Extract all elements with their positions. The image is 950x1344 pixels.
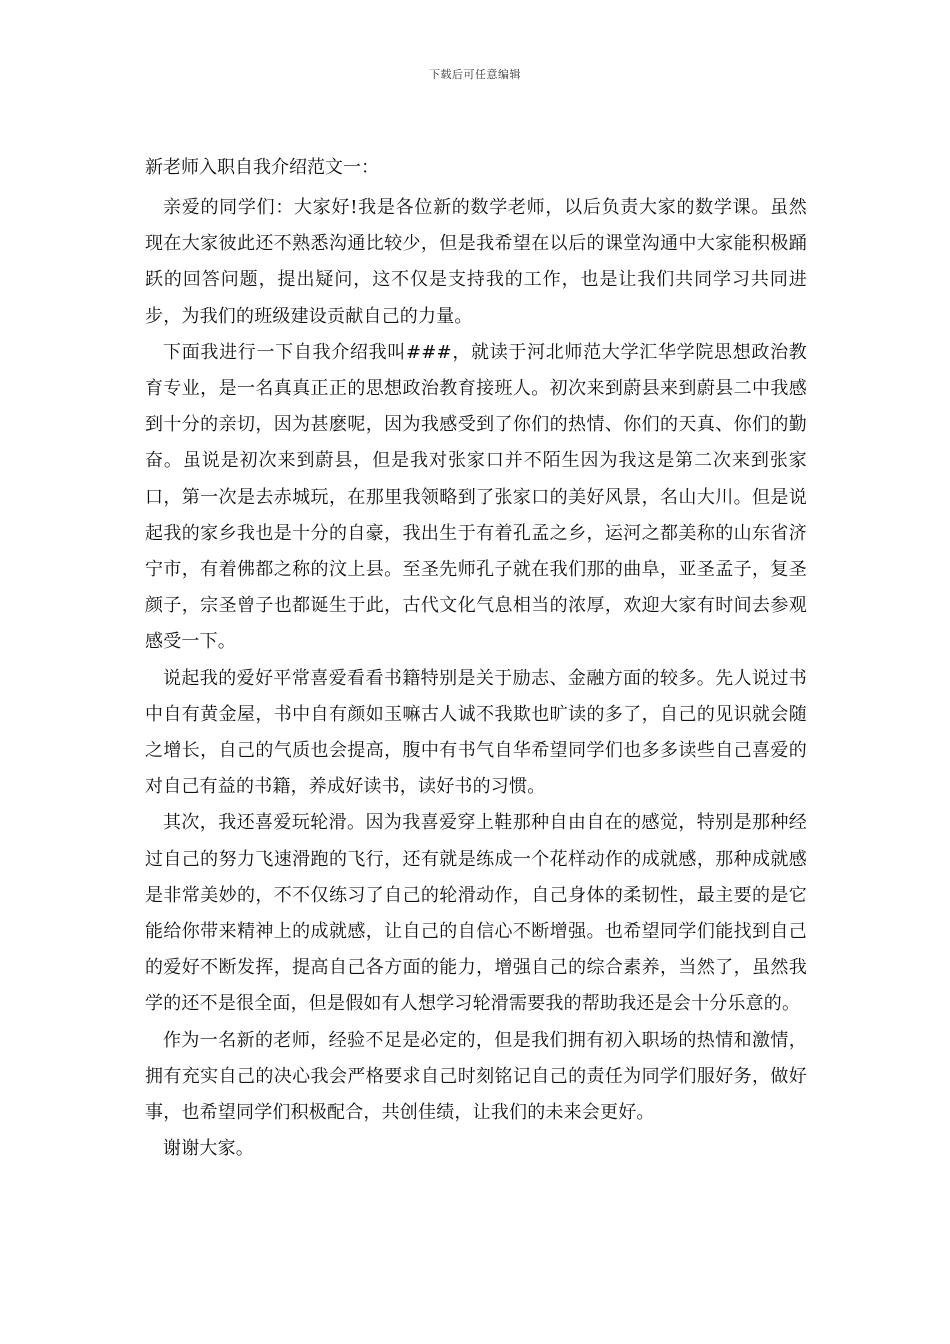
document-title: 新老师入职自我介绍范文一： xyxy=(145,157,379,178)
paragraph-commitment: 作为一名新的老师，经验不足是必定的，但是我们拥有初入职场的热情和激情，拥有充实自己的决心我会严格要求自己时刻铭记自己的责任为同学们服好务，做好事，也希望同学们积极配合，共创佳绩，让我们的未来会更好。 xyxy=(145,1029,807,1124)
paragraph-hobby-reading: 说起我的爱好平常喜爱看看书籍特别是关于励志、金融方面的较多。先人说过书中自有黄金屋，书中自有颜如玉嘛古人诚不我欺也旷读的多了，自己的见识就会随之增长，自己的气质也会提高，腹中有书气自华希望同学们也多多读些自己喜爱的对自己有益的书籍，养成好读书，读好书的习惯。 xyxy=(145,667,807,798)
document-body xyxy=(145,150,807,1167)
paragraph-introduction: 下面我进行一下自我介绍我叫###，就读于河北师范大学汇华学院思想政治教育专业，是一名真真正正的思想政治教育接班人。初次来到蔚县来到蔚县二中我感到十分的亲切，因为甚麽呢，因为我感受到了你们的热情、你们的天真、你们的勤奋。虽说是初次来到蔚县，但是我对张家口并不陌生因为我这是第二次来到张家口，第一次是去赤城玩，在那里我领略到了张家口的美好风景，名山大川。但是说起我的家乡我也是十分的自豪，我出生于有着孔孟之乡，运河之都美称的山东省济宁市，有着佛都之称的汶上县。至圣先师孔子就在我们那的曲阜，亚圣孟子，复圣颜子，宗圣曾子也都诞生于此，古代文化气息相当的浓厚，欢迎大家有时间去参观感受一下。 xyxy=(145,341,807,653)
paragraph-thanks: 谢谢大家。 xyxy=(163,1138,254,1160)
page-header: 下载后可任意编辑 xyxy=(429,68,521,81)
paragraph-hobby-skating: 其次，我还喜爱玩轮滑。因为我喜爱穿上鞋那种自由自在的感觉，特别是那种经过自己的努力飞速滑跑的飞行，还有就是练成一个花样动作的成就感，那种成就感是非常美妙的，不不仅练习了自己的轮滑动作，自己身体的柔韧性，最主要的是它能给你带来精神上的成就感，让自己的自信心不断增强。也希望同学们能找到自己的爱好不断发挥，提高自己各方面的能力，增强自己的综合素养，当然了，虽然我学的还不是很全面，但是假如有人想学习轮滑需要我的帮助我还是会十分乐意的。 xyxy=(145,812,807,1015)
paragraph-greeting: 亲爱的同学们：大家好!我是各位新的数学老师，以后负责大家的数学课。虽然现在大家彼此还不熟悉沟通比较少，但是我希望在以后的课堂沟通中大家能积极踊跃的回答问题，提出疑问，这不仅是支持我的工作，也是让我们共同学习共同进步，为我们的班级建设贡献自己的力量。 xyxy=(145,197,807,327)
